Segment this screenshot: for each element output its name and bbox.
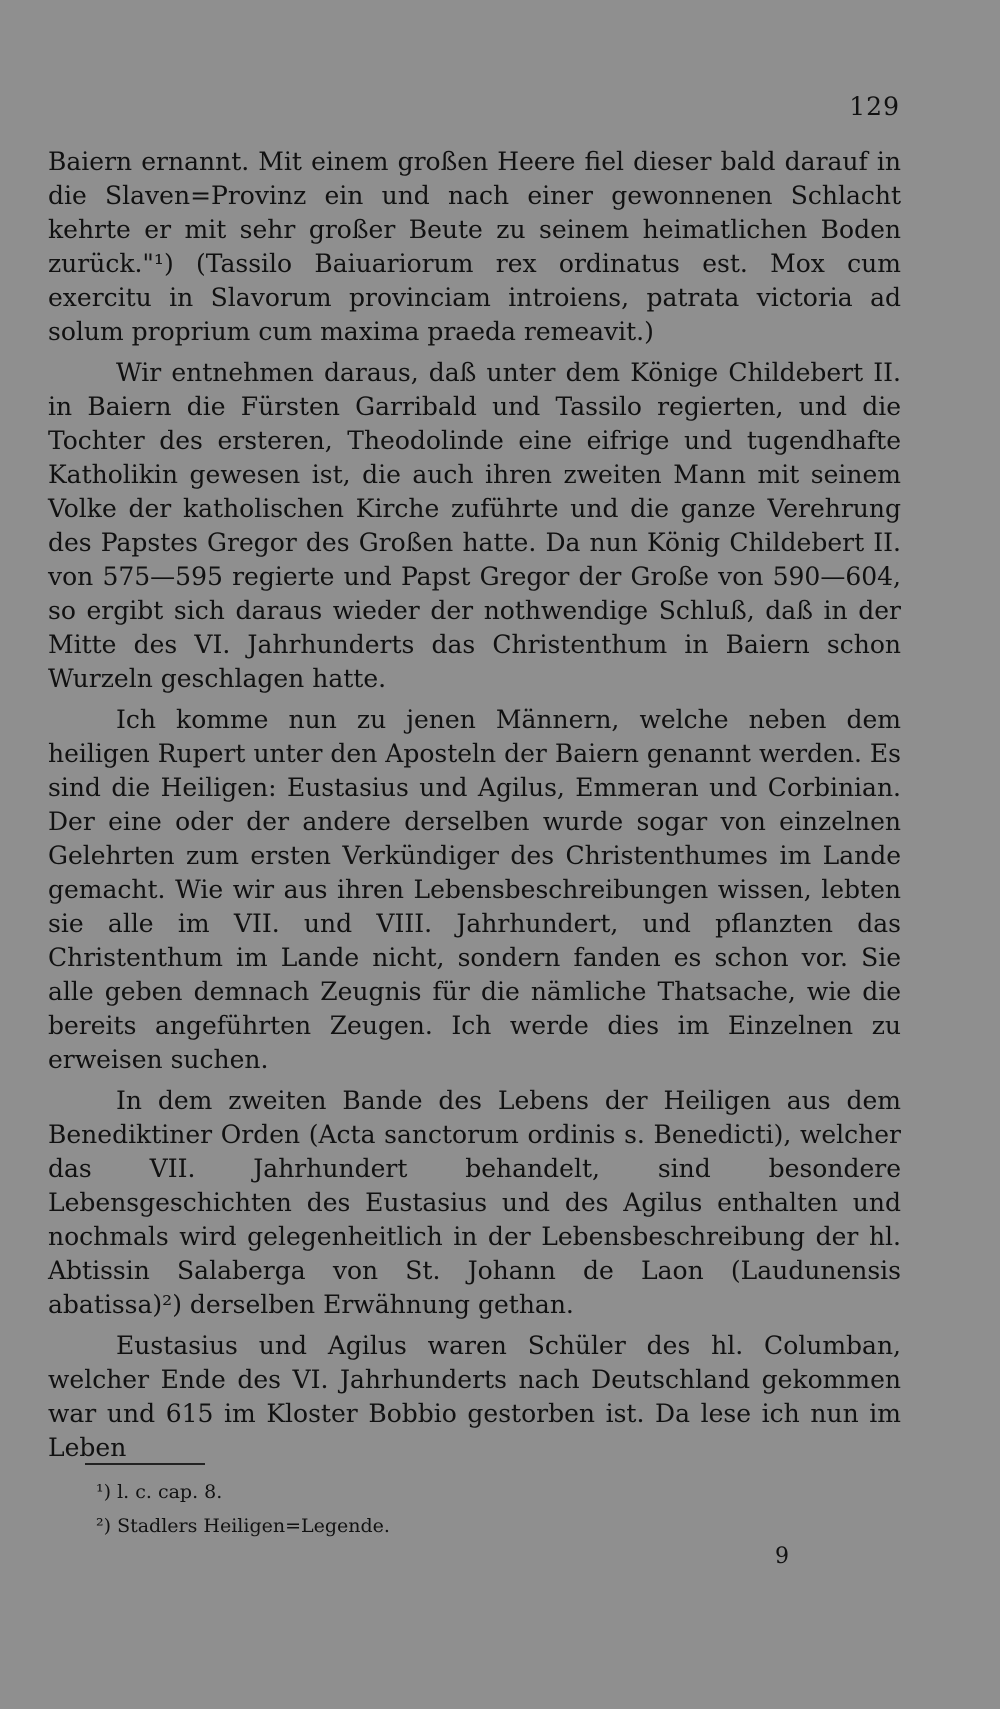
body-text	[48, 145, 901, 1472]
paragraph-4: In dem zweiten Bande des Lebens der Heiligen aus dem Benediktiner Orden (Acta sanctorum ordinis s. Benedicti), welcher das VII. Jahrhundert behandelt, sind besondere Lebensgeschichten des Eustasius und des Agilus enthalten und nochmals wird gelegenheitlich in der Lebensbeschreibung der hl. Abtissin Salaberga von St. Johann de Laon (Laudunensis abatissa)²) derselben Erwähnung gethan.	[48, 1086, 901, 1319]
footnote-2: ²) Stadlers Heiligen=Legende.	[96, 1515, 390, 1537]
footnote-divider	[85, 1463, 205, 1465]
footnotes	[96, 1475, 796, 1543]
paragraph-2: Wir entnehmen daraus, daß unter dem Könige Childebert II. in Baiern die Fürsten Garribald und Tassilo regierten, und die Tochter des ersteren, Theodolinde eine eifrige und tugendhafte Katholikin gewesen ist, die auch ihren zweiten Mann mit seinem Volke der katholischen Kirche zuführte und die ganze Verehrung des Papstes Gregor des Großen hatte. Da nun König Childebert II. von 575—595 regierte und Papst Gregor der Große von 590—604, so ergibt sich daraus wieder der nothwendige Schluß, daß in der Mitte des VI. Jahrhunderts das Christenthum in Baiern schon Wurzeln geschlagen hatte.	[48, 358, 901, 693]
paragraph-3: Ich komme nun zu jenen Männern, welche neben dem heiligen Rupert unter den Aposteln der Baiern genannt werden. Es sind die Heiligen: Eustasius und Agilus, Emmeran und Corbinian. Der eine oder der andere derselben wurde sogar von einzelnen Gelehrten zum ersten Verkündiger des Christenthumes im Lande gemacht. Wie wir aus ihren Lebensbeschreibungen wissen, lebten sie alle im VII. und VIII. Jahrhundert, und pflanzten das Christenthum im Lande nicht, sondern fanden es schon vor. Sie alle geben demnach Zeugnis für die nämliche Thatsache, wie die bereits angeführten Zeugen. Ich werde dies im Einzelnen zu erweisen suchen.	[48, 705, 901, 1074]
page-number: 129	[849, 92, 900, 121]
footnote-1: ¹) l. c. cap. 8.	[96, 1481, 223, 1503]
paragraph-1: Baiern ernannt. Mit einem großen Heere fiel dieser bald darauf in die Slaven=Provinz ein und nach einer gewonnenen Schlacht kehrte er mit sehr großer Beute zu seinem heimatlichen Boden zurück."¹) (Tassilo Baiuariorum rex ordinatus est. Mox cum exercitu in Slavorum provinciam introiens, patrata victoria ad solum proprium cum maxima praeda remeavit.)	[48, 147, 901, 346]
paragraph-5: Eustasius und Agilus waren Schüler des hl. Columban, welcher Ende des VI. Jahrhunderts nach Deutschland gekommen war und 615 im Kloster Bobbio gestorben ist. Da lese ich nun im Leben	[48, 1331, 901, 1462]
signature-mark: 9	[775, 1544, 789, 1569]
